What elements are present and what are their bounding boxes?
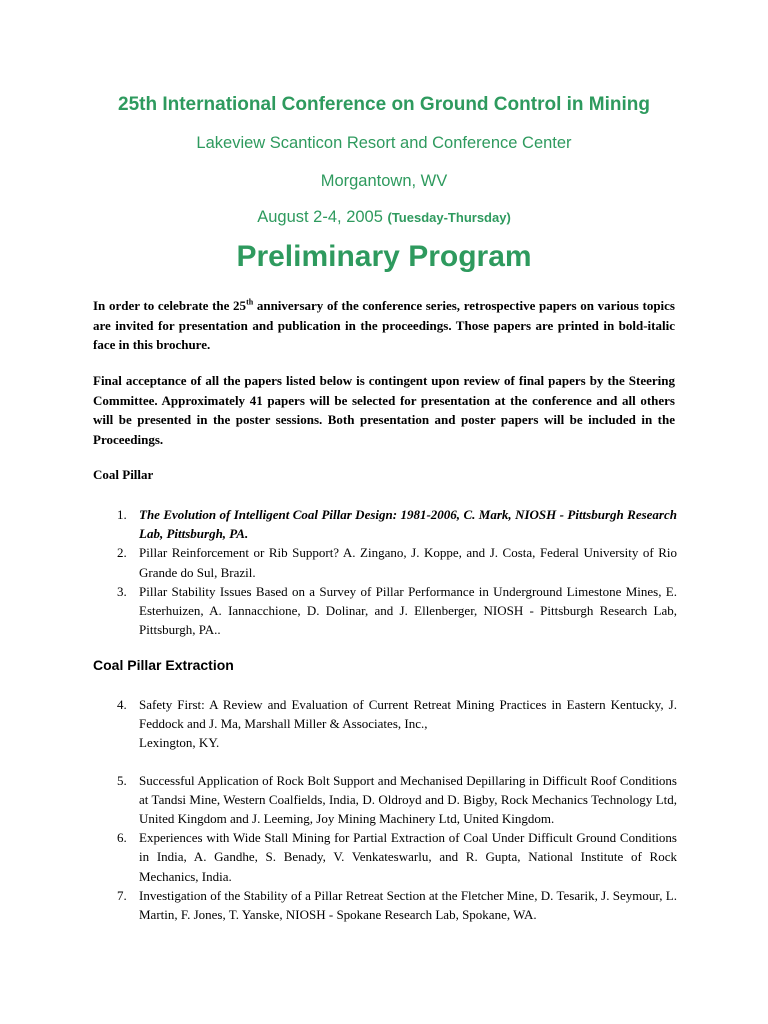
item-number: 1. — [117, 507, 127, 522]
section-heading-coal-pillar-extraction: Coal Pillar Extraction — [93, 657, 234, 673]
list-item — [117, 886, 677, 924]
superscript: th — [246, 297, 254, 307]
conference-title: 25th International Conference on Ground Control in Mining — [118, 94, 650, 115]
item-text: Safety First: A Review and Evaluation of Current Retreat Mining Practices in Eastern Kentucky, J. Feddock and J. Ma, Marshall Miller & Associates, Inc., — [139, 697, 677, 732]
list-item — [117, 505, 677, 543]
intro-paragraph-1 — [93, 296, 675, 355]
venue: Lakeview Scanticon Resort and Conference Center — [196, 134, 572, 152]
coal-pillar-extraction-list — [117, 695, 677, 924]
item-text: The Evolution of Intelligent Coal Pillar Design: 1981-2006, C. Mark, NIOSH - Pittsburgh Research Lab, Pittsburgh, PA. — [139, 507, 677, 542]
item-text: Investigation of the Stability of a Pillar Retreat Section at the Fletcher Mine, D. Tesarik, J. Seymour, L. Martin, F. Jones, T. Yanske, NIOSH - Spokane Research Lab, Spokane, WA. — [139, 887, 677, 923]
program-title: Preliminary Program — [236, 240, 532, 273]
date-range: August 2-4, 2005 — [257, 208, 383, 226]
list-item — [117, 828, 677, 886]
item-text: Lexington, KY. — [139, 735, 220, 751]
dates — [0, 208, 768, 227]
item-number: 2. — [117, 545, 127, 561]
intro-text: In order to celebrate the 25 — [93, 298, 247, 313]
list-item — [117, 543, 677, 581]
item-number: 6. — [117, 830, 127, 846]
weekdays: (Tuesday-Thursday) — [387, 210, 511, 225]
item-number: 5. — [117, 772, 127, 788]
section-heading-coal-pillar: Coal Pillar — [93, 467, 154, 482]
item-number: 7. — [117, 887, 127, 903]
city: Morgantown, WV — [320, 172, 448, 190]
list-item — [117, 695, 677, 753]
item-text: Pillar Reinforcement or Rib Support? A. Zingano, J. Koppe, and J. Costa, Federal University of Rio Grande do Sul, Brazil. — [139, 545, 677, 580]
list-item — [117, 582, 677, 640]
intro-paragraph-2: Final acceptance of all the papers listed below is contingent upon review of final papers by the Steering Committee. Approximately 41 papers will be selected for presentation at the conference and all others will be presented in the poster sessions. Both presentation and poster papers will be included in the Proceedings. — [93, 373, 675, 447]
list-item — [117, 771, 677, 829]
item-text: Experiences with Wide Stall Mining for Partial Extraction of Coal Under Difficult Ground Conditions in India, A. Gandhe, S. Benady, V. Venkateswarlu, and R. Gupta, National Institute of Rock Mechanics, India. — [139, 830, 677, 884]
intro-text: anniversary of the conference series, retrospective papers on various topics are invited for presentation and publication in the proceedings. Those papers are printed in bold-italic face in this brochure. — [93, 298, 675, 352]
item-number: 4. — [117, 697, 127, 712]
coal-pillar-list — [117, 505, 677, 639]
item-text: Successful Application of Rock Bolt Support and Mechanised Depillaring in Difficult Roof Conditions at Tandsi Mine, Western Coalfields, India, D. Oldroyd and D. Bigby, Rock Mechanics Technology Ltd, United Kingdom and J. Leeming, Joy Mining Machinery Ltd, United Kingdom. — [139, 772, 677, 827]
item-text: Pillar Stability Issues Based on a Survey of Pillar Performance in Underground Limestone Mines, E. Esterhuizen, A. Iannacchione, D. Dolinar, and J. Ellenberger, NIOSH - Pittsburgh Research Lab, Pittsburgh, PA.. — [139, 583, 677, 638]
item-number: 3. — [117, 583, 127, 599]
